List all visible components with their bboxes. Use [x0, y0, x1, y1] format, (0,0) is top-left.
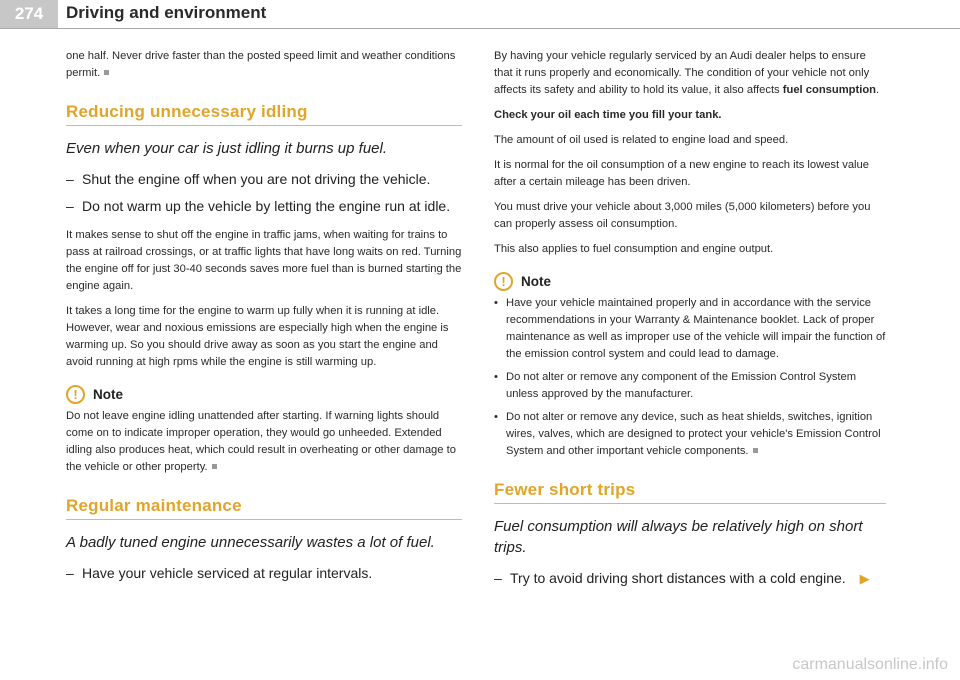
intro-text: one half. Never drive faster than the posted speed limit and weather conditions permit.	[66, 50, 456, 80]
list-item: – Do not warm up the vehicle by letting the engine run at idle.	[66, 196, 462, 216]
page-header	[0, 0, 960, 30]
section-heading-short-trips: Fewer short trips	[494, 480, 886, 504]
short-trips-steps	[494, 568, 886, 589]
intro-paragraph	[66, 48, 462, 82]
header-divider	[0, 28, 960, 29]
idling-steps	[66, 169, 462, 217]
list-item	[494, 409, 886, 460]
watermark: carmanualsonline.info	[792, 656, 948, 673]
short-trips-lead: Fuel consumption will always be relatively high on short trips.	[494, 518, 863, 557]
list-item: • Do not alter or remove any component of the Emission Control System unless approved by the manufacturer.	[494, 369, 886, 403]
list-item	[494, 568, 886, 589]
section-heading-idling: Reducing unnecessary idling	[66, 102, 462, 126]
oil-paragraph-2: It is normal for the oil consumption of a new engine to reach its lowest value after a certain mileage has been driven.	[494, 159, 869, 189]
maintenance-note-list	[494, 295, 886, 460]
maintenance-lead: A badly tuned engine unnecessarily wastes a lot of fuel.	[66, 533, 435, 551]
list-item: • Have your vehicle maintained properly and in accordance with the service recommendations in your Warranty & Maintenance booklet. Lack of proper maintenance as well as improper use of the vehicle will impair the function of the emission control system and could lead to damage.	[494, 295, 886, 363]
chapter-title: Driving and environment	[66, 3, 267, 22]
maintenance-steps	[66, 563, 462, 583]
service-text: By having your vehicle regularly serviced by an Audi dealer helps to ensure that it runs properly and economically. The condition of your vehicle not only affects its safety and ability to hold its value, it also affects	[494, 50, 870, 97]
note-title: Note	[521, 274, 551, 290]
service-text-end: .	[876, 84, 880, 97]
end-square-icon	[753, 448, 758, 453]
idling-paragraph-2: It takes a long time for the engine to warm up fully when it is running at idle. However, wear and noxious emissions are especially high when the engine is warming up. So you should drive away as soon as you start the engine and avoid running at high rpms while the engine is still warming up.	[66, 304, 449, 368]
oil-paragraph-4: This also applies to fuel consumption and engine output.	[494, 243, 774, 256]
fuel-consumption-emphasis: fuel consumption	[782, 84, 876, 97]
exclamation-circle-icon: !	[494, 272, 513, 291]
oil-check-heading: Check your oil each time you fill your tank.	[494, 109, 722, 122]
oil-paragraph-3: You must drive your vehicle about 3,000 miles (5,000 kilometers) before you can properly assess oil consumption.	[494, 201, 871, 231]
oil-paragraph-1: The amount of oil used is related to engine load and speed.	[494, 134, 789, 147]
page-number: 274	[0, 0, 58, 28]
end-square-icon	[212, 464, 217, 469]
end-square-icon	[104, 70, 109, 75]
maintenance-note-header	[494, 272, 886, 291]
list-item: – Have your vehicle serviced at regular intervals.	[66, 563, 462, 583]
idling-note-text	[66, 408, 462, 476]
left-column	[66, 48, 462, 593]
list-item-text: Try to avoid driving short distances with a cold engine.	[510, 570, 846, 587]
section-heading-maintenance: Regular maintenance	[66, 496, 462, 520]
idling-paragraph-1: It makes sense to shut off the engine in traffic jams, when waiting for trains to pass at railroad crossings, or at traffic lights that have long waits on red. Turning the engine off for just 30-40 seconds saves more fuel than is burned starting the engine again.	[66, 228, 462, 292]
list-item: – Shut the engine off when you are not driving the vehicle.	[66, 169, 462, 189]
exclamation-circle-icon: !	[66, 385, 85, 404]
continue-arrow-icon[interactable]: ▶	[859, 571, 870, 587]
note-text: Do not leave engine idling unattended after starting. If warning lights should come on to indicate improper operation, they would go unheeded. Extended idling also produces heat, which could result in overheating or other damage to the vehicle or other property.	[66, 409, 456, 473]
right-column	[494, 48, 886, 599]
note-title: Note	[93, 386, 123, 402]
service-paragraph	[494, 48, 886, 99]
idling-note-header	[66, 385, 462, 404]
list-item-text: Do not alter or remove any device, such as heat shields, switches, ignition wires, valves, which are designed to protect your vehicle's Emission Control System and other important vehicle components.	[506, 411, 881, 458]
idling-lead: Even when your car is just idling it burns up fuel.	[66, 140, 387, 158]
